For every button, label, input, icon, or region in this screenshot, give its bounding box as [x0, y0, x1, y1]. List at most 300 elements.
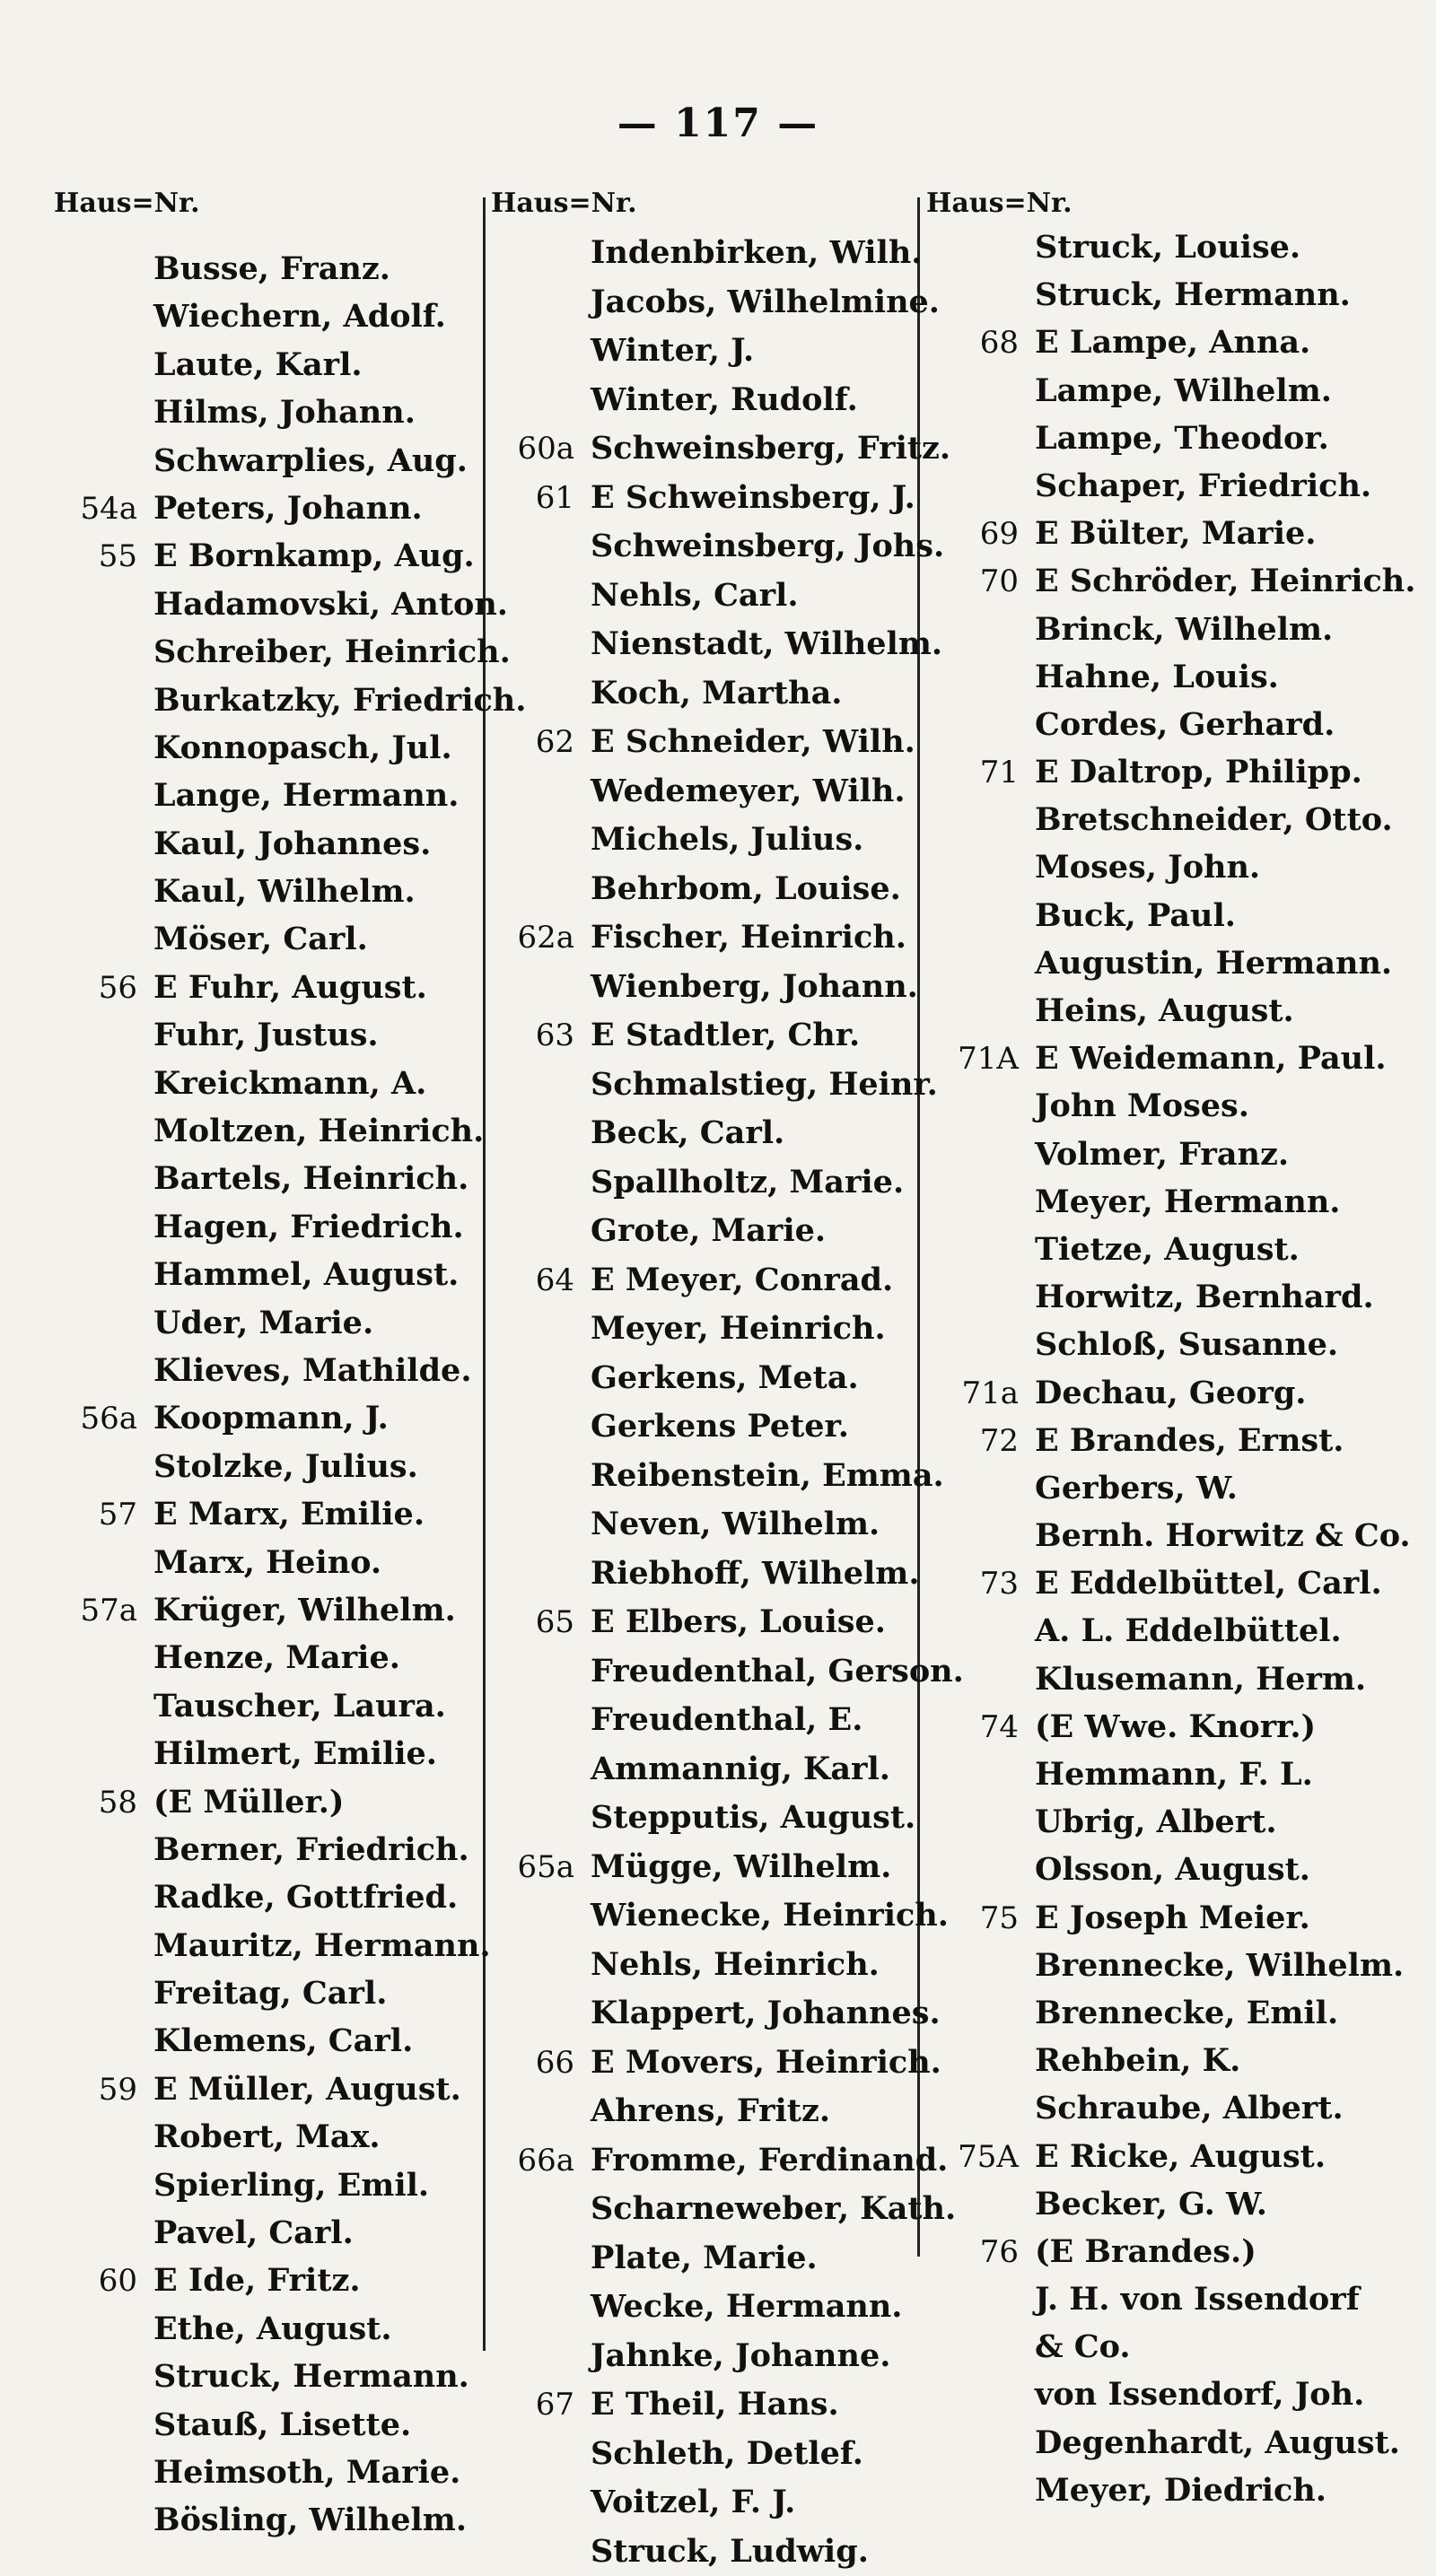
- directory-entry: [489, 229, 920, 278]
- directory-entry: [924, 1559, 1418, 1607]
- resident-name: Augustin, Hermann.: [1035, 945, 1392, 982]
- directory-entry: [924, 2037, 1418, 2084]
- house-number: 75: [924, 1895, 1035, 1943]
- resident-name: E Joseph Meier.: [1035, 1899, 1310, 1936]
- resident-name: Bretschneider, Otto.: [1035, 801, 1393, 838]
- resident-name: Schaper, Friedrich.: [1035, 467, 1371, 504]
- directory-entry: [489, 1696, 920, 1745]
- resident-name: Laute, Karl.: [153, 346, 363, 383]
- directory-entry: [52, 1539, 483, 1586]
- resident-name: Stepputis, August.: [591, 1799, 915, 1836]
- resident-name: Ahrens, Fritz.: [591, 2092, 830, 2129]
- house-number: 71a: [924, 1370, 1035, 1418]
- resident-name: Plate, Marie.: [591, 2240, 818, 2276]
- house-number: 64: [489, 1256, 591, 1305]
- directory-entry: [924, 1178, 1418, 1226]
- directory-entry: [52, 341, 483, 389]
- directory-entry: [52, 1634, 483, 1681]
- directory-entry: [52, 1443, 483, 1490]
- directory-entry: [924, 1035, 1418, 1082]
- resident-name: E Eddelbüttel, Carl.: [1035, 1565, 1382, 1602]
- resident-name: Lampe, Theodor.: [1035, 420, 1329, 457]
- directory-entry: [924, 462, 1418, 510]
- resident-name: Brinck, Wilhelm.: [1035, 611, 1333, 648]
- resident-name: Schloß, Susanne.: [1035, 1326, 1338, 1363]
- resident-name: Struck, Ludwig.: [591, 2533, 869, 2570]
- resident-name: Nehls, Carl.: [591, 577, 799, 614]
- directory-entry: [52, 2017, 483, 2065]
- resident-name: Winter, J.: [591, 332, 754, 369]
- entry-list: [52, 245, 483, 2545]
- resident-name: E Ricke, August.: [1035, 2138, 1326, 2175]
- resident-name: E Müller, August.: [153, 2071, 461, 2108]
- column-header: Haus=Nr.: [54, 184, 483, 223]
- directory-entry: [52, 1011, 483, 1059]
- resident-name: Ethe, August.: [153, 2310, 392, 2347]
- directory-entry: [489, 2332, 920, 2381]
- resident-name: Schleth, Detlef.: [591, 2435, 863, 2472]
- house-number: 63: [489, 1011, 591, 1061]
- directory-entry: [924, 1798, 1418, 1846]
- directory-entry: [489, 1305, 920, 1354]
- resident-name: Jahnke, Johanne.: [591, 2337, 890, 2374]
- resident-name: Fuhr, Justus.: [153, 1017, 379, 1053]
- column-header: Haus=Nr.: [491, 184, 920, 223]
- house-number: 62: [489, 718, 591, 767]
- resident-name: Hilmert, Emilie.: [153, 1735, 437, 1772]
- resident-name: Uder, Marie.: [153, 1305, 373, 1341]
- directory-entry: [924, 1273, 1418, 1321]
- directory-entry: [489, 424, 920, 474]
- resident-name: Busse, Franz.: [153, 250, 390, 287]
- directory-entry: [924, 1989, 1418, 2037]
- directory-entry: [52, 2401, 483, 2449]
- directory-entry: [489, 1598, 920, 1647]
- directory-entry: [924, 1082, 1418, 1130]
- house-number: 56: [52, 965, 153, 1012]
- directory-entry: [52, 1730, 483, 1777]
- resident-name: Riebhoff, Wilhelm.: [591, 1555, 920, 1592]
- directory-entry: [924, 2275, 1418, 2323]
- directory-entry: [489, 1941, 920, 1990]
- directory-entry: [489, 1452, 920, 1501]
- directory-entry: [924, 2419, 1418, 2467]
- directory-entry: [489, 1989, 920, 2039]
- directory-entry: [52, 1922, 483, 1969]
- directory-entry: [924, 987, 1418, 1035]
- house-number: 71: [924, 749, 1035, 797]
- house-number: 70: [924, 558, 1035, 606]
- house-number: 60: [52, 2257, 153, 2305]
- resident-name: Koch, Martha.: [591, 675, 842, 712]
- directory-entry: [924, 2084, 1418, 2132]
- directory-entry: [52, 437, 483, 485]
- resident-name: E Marx, Emilie.: [153, 1496, 425, 1533]
- directory-entry: [489, 1745, 920, 1794]
- resident-name: von Issendorf, Joh.: [1035, 2376, 1364, 2413]
- resident-name: Schweinsberg, Johs.: [591, 528, 944, 564]
- directory-entry: [52, 1203, 483, 1251]
- directory-entry: [924, 606, 1418, 653]
- directory-entry: [52, 724, 483, 772]
- directory-entry: [52, 868, 483, 915]
- resident-name: E Stadtler, Chr.: [591, 1017, 860, 1053]
- directory-entry: [489, 327, 920, 376]
- directory-entry: [489, 1256, 920, 1305]
- house-number: 66a: [489, 2136, 591, 2186]
- resident-name: Olsson, August.: [1035, 1851, 1310, 1888]
- directory-entry: [489, 1207, 920, 1256]
- directory-entry: [924, 367, 1418, 415]
- house-number: 72: [924, 1418, 1035, 1465]
- directory-entry: [489, 2185, 920, 2234]
- resident-name: Winter, Rudolf.: [591, 381, 858, 418]
- resident-name: Freudenthal, Gerson.: [591, 1653, 964, 1690]
- directory-entry: [489, 1500, 920, 1550]
- resident-name: Schreiber, Heinrich.: [153, 633, 511, 670]
- directory-column-3: [924, 184, 1418, 2514]
- resident-name: Beck, Carl.: [591, 1114, 784, 1151]
- resident-name: Scharneweber, Kath.: [591, 2190, 956, 2227]
- resident-name: Pavel, Carl.: [153, 2214, 354, 2251]
- resident-name: Meyer, Hermann.: [1035, 1183, 1340, 1220]
- house-number: 54a: [52, 485, 153, 533]
- house-number: 56a: [52, 1395, 153, 1443]
- directory-entry: [924, 1512, 1418, 1559]
- resident-name: Möser, Carl.: [153, 921, 368, 957]
- resident-name: Meyer, Diedrich.: [1035, 2472, 1327, 2509]
- house-number: 73: [924, 1560, 1035, 1608]
- resident-name: (E Wwe. Knorr.): [1035, 1708, 1316, 1745]
- resident-name: J. H. von Issendorf: [1035, 2281, 1360, 2318]
- house-number: 75A: [924, 2134, 1035, 2181]
- resident-name: E Schröder, Heinrich.: [1035, 563, 1415, 599]
- directory-entry: [924, 2228, 1418, 2275]
- resident-name: Robert, Max.: [153, 2118, 381, 2155]
- directory-entry: [52, 1682, 483, 1730]
- directory-entry: [924, 748, 1418, 796]
- directory-entry: [924, 2371, 1418, 2418]
- resident-name: E Schweinsberg, J.: [591, 479, 915, 516]
- directory-entry: [52, 2209, 483, 2257]
- resident-name: Nienstadt, Wilhelm.: [591, 625, 942, 662]
- resident-name: Krüger, Wilhelm.: [153, 1592, 456, 1629]
- directory-entry: [924, 843, 1418, 891]
- house-number: 65a: [489, 1843, 591, 1892]
- directory-entry: [924, 1226, 1418, 1273]
- house-number: 69: [924, 511, 1035, 558]
- directory-entry: [489, 2234, 920, 2283]
- resident-name: Buck, Paul.: [1035, 897, 1236, 934]
- house-number: 59: [52, 2066, 153, 2114]
- directory-entry: [489, 1891, 920, 1941]
- resident-name: Lange, Hermann.: [153, 777, 459, 814]
- resident-name: Brennecke, Emil.: [1035, 1995, 1338, 2031]
- resident-name: Struck, Hermann.: [1035, 276, 1351, 313]
- directory-entry: [52, 1394, 483, 1442]
- directory-entry: [924, 271, 1418, 319]
- resident-name: & Co.: [1035, 2328, 1131, 2365]
- directory-entry: [924, 319, 1418, 366]
- house-number: 55: [52, 533, 153, 581]
- resident-name: Meyer, Heinrich.: [591, 1310, 886, 1347]
- directory-entry: [52, 1299, 483, 1347]
- directory-entry: [924, 1942, 1418, 1989]
- directory-entry: [52, 964, 483, 1011]
- directory-entry: [52, 1586, 483, 1634]
- directory-entry: [52, 915, 483, 963]
- resident-name: Burkatzky, Friedrich.: [153, 682, 526, 719]
- resident-name: Konnopasch, Jul.: [153, 729, 452, 766]
- directory-entry: [924, 557, 1418, 605]
- resident-name: Dechau, Georg.: [1035, 1375, 1306, 1411]
- directory-entry: [52, 1873, 483, 1921]
- directory-entry: [52, 389, 483, 436]
- resident-name: E Ide, Fritz.: [153, 2262, 361, 2299]
- directory-entry: [489, 522, 920, 572]
- directory-entry: [52, 581, 483, 628]
- resident-name: Cordes, Gerhard.: [1035, 706, 1335, 743]
- resident-name: E Lampe, Anna.: [1035, 324, 1310, 361]
- resident-name: E Theil, Hans.: [591, 2386, 839, 2423]
- resident-name: Kaul, Johannes.: [153, 825, 431, 862]
- resident-name: Rehbein, K.: [1035, 2042, 1240, 2079]
- house-number: 68: [924, 319, 1035, 367]
- resident-name: E Schneider, Wilh.: [591, 723, 915, 760]
- column-header: Haus=Nr.: [926, 184, 1418, 223]
- resident-name: Henze, Marie.: [153, 1639, 400, 1676]
- directory-entry: [489, 767, 920, 816]
- directory-entry: [489, 572, 920, 621]
- directory-entry: [52, 1060, 483, 1107]
- house-number: 57a: [52, 1587, 153, 1635]
- resident-name: Volmer, Franz.: [1035, 1136, 1289, 1173]
- directory-entry: [924, 1751, 1418, 1798]
- directory-entry: [52, 1347, 483, 1394]
- directory-entry: [924, 1607, 1418, 1655]
- directory-entry: [489, 1011, 920, 1061]
- directory-entry: [924, 2467, 1418, 2514]
- resident-name: Neven, Wilhelm.: [591, 1506, 880, 1542]
- house-number: 65: [489, 1598, 591, 1647]
- resident-name: E Meyer, Conrad.: [591, 1262, 893, 1298]
- directory-entry: [52, 772, 483, 819]
- resident-name: Heimsoth, Marie.: [153, 2454, 460, 2491]
- directory-entry: [489, 669, 920, 719]
- resident-name: Wedemeyer, Wilh.: [591, 773, 906, 809]
- house-number: 61: [489, 474, 591, 523]
- resident-name: Peters, Johann.: [153, 490, 423, 527]
- directory-entry: [52, 2113, 483, 2161]
- resident-name: Spallholtz, Marie.: [591, 1164, 904, 1201]
- resident-name: Spierling, Emil.: [153, 2167, 429, 2204]
- directory-entry: [52, 1969, 483, 2017]
- resident-name: Bösling, Wilhelm.: [153, 2502, 467, 2538]
- directory-entry: [924, 510, 1418, 557]
- resident-name: Mügge, Wilhelm.: [591, 1848, 891, 1885]
- resident-name: Michels, Julius.: [591, 821, 863, 858]
- directory-entry: [52, 2353, 483, 2400]
- directory-entry: [924, 892, 1418, 939]
- directory-entry: [52, 1826, 483, 1873]
- resident-name: Gerkens Peter.: [591, 1408, 849, 1445]
- house-number: 71A: [924, 1035, 1035, 1083]
- resident-name: Nehls, Heinrich.: [591, 1946, 880, 1983]
- directory-entry: [489, 278, 920, 327]
- resident-name: Hagen, Friedrich.: [153, 1209, 464, 1245]
- directory-entry: [52, 2257, 483, 2304]
- resident-name: Struck, Hermann.: [153, 2358, 469, 2395]
- resident-name: Wienecke, Heinrich.: [591, 1897, 949, 1934]
- directory-entry: [924, 653, 1418, 701]
- page-number: — 117 —: [0, 100, 1436, 146]
- resident-name: Kreickmann, A.: [153, 1065, 426, 1102]
- directory-entry: [52, 532, 483, 580]
- house-number: 66: [489, 2039, 591, 2088]
- resident-name: Jacobs, Wilhelmine.: [591, 284, 940, 320]
- directory-entry: [489, 376, 920, 425]
- resident-name: Indenbirken, Wilh.: [591, 234, 922, 271]
- directory-entry: [924, 796, 1418, 843]
- resident-name: Wiechern, Adolf.: [153, 298, 446, 335]
- resident-name: A. L. Eddelbüttel.: [1035, 1612, 1342, 1649]
- resident-name: Freudenthal, E.: [591, 1701, 862, 1738]
- directory-entry: [489, 2528, 920, 2576]
- house-number: 57: [52, 1491, 153, 1539]
- resident-name: Hemmann, F. L.: [1035, 1756, 1313, 1793]
- directory-entry: [52, 2449, 483, 2496]
- resident-name: Voitzel, F. J.: [591, 2484, 795, 2520]
- resident-name: Schmalstieg, Heinr.: [591, 1066, 938, 1103]
- resident-name: Moltzen, Heinrich.: [153, 1113, 484, 1149]
- house-number: 62a: [489, 913, 591, 963]
- resident-name: Becker, G. W.: [1035, 2186, 1267, 2222]
- directory-entry: [924, 2133, 1418, 2180]
- resident-name: Hahne, Louis.: [1035, 659, 1279, 695]
- directory-entry: [489, 1158, 920, 1208]
- directory-entry: [924, 1846, 1418, 1893]
- directory-entry: [489, 1354, 920, 1403]
- directory-entry: [924, 415, 1418, 462]
- resident-name: Heins, August.: [1035, 992, 1294, 1029]
- directory-entry: [52, 1155, 483, 1202]
- resident-name: Ammannig, Karl.: [591, 1751, 890, 1787]
- directory-entry: [924, 1369, 1418, 1417]
- directory-entry: [924, 939, 1418, 987]
- directory-entry: [924, 2180, 1418, 2228]
- directory-entry: [489, 2380, 920, 2430]
- directory-entry: [924, 1321, 1418, 1368]
- directory-entry: [52, 1107, 483, 1155]
- resident-name: (E Müller.): [153, 1784, 344, 1821]
- resident-name: E Daltrop, Philipp.: [1035, 754, 1362, 790]
- directory-entry: [924, 2323, 1418, 2371]
- resident-name: Horwitz, Bernhard.: [1035, 1279, 1374, 1315]
- directory-entry: [52, 2161, 483, 2209]
- resident-name: Fromme, Ferdinand.: [591, 2142, 948, 2179]
- resident-name: Radke, Gottfried.: [153, 1879, 458, 1916]
- directory-entry: [489, 2136, 920, 2186]
- resident-name: Bernh. Horwitz & Co.: [1035, 1517, 1411, 1554]
- resident-name: Mauritz, Hermann.: [153, 1927, 491, 1964]
- directory-column-2: [489, 184, 920, 2576]
- resident-name: Berner, Friedrich.: [153, 1831, 469, 1868]
- directory-entry: [489, 1402, 920, 1452]
- directory-entry: [52, 820, 483, 868]
- resident-name: Hammel, August.: [153, 1256, 459, 1293]
- resident-name: Behrbom, Louise.: [591, 870, 901, 907]
- directory-entry: [489, 474, 920, 523]
- resident-name: Struck, Louise.: [1035, 229, 1300, 266]
- directory-entry: [52, 1251, 483, 1298]
- resident-name: Klappert, Johannes.: [591, 1995, 941, 2031]
- resident-name: Hilms, Johann.: [153, 394, 416, 431]
- directory-entry: [924, 1464, 1418, 1512]
- directory-column-1: [52, 184, 483, 2545]
- resident-name: Brennecke, Wilhelm.: [1035, 1947, 1404, 1984]
- directory-entry: [489, 1109, 920, 1158]
- resident-name: Schraube, Albert.: [1035, 2090, 1344, 2126]
- resident-name: Schwarplies, Aug.: [153, 442, 468, 479]
- resident-name: Klemens, Carl.: [153, 2022, 413, 2059]
- directory-entry: [924, 1131, 1418, 1178]
- resident-name: Marx, Heino.: [153, 1544, 381, 1581]
- directory-entry: [489, 718, 920, 767]
- directory-entry: [924, 1894, 1418, 1942]
- directory-entry: [489, 913, 920, 963]
- directory-entry: [489, 865, 920, 914]
- directory-entry: [489, 1794, 920, 1843]
- house-number: 67: [489, 2380, 591, 2430]
- house-number: 58: [52, 1779, 153, 1827]
- resident-name: Schweinsberg, Fritz.: [591, 430, 950, 467]
- directory-entry: [489, 2283, 920, 2332]
- resident-name: Reibenstein, Emma.: [591, 1457, 944, 1494]
- directory-entry: [52, 1490, 483, 1538]
- resident-name: Gerkens, Meta.: [591, 1359, 859, 1396]
- column-divider: [483, 197, 486, 2351]
- resident-name: E Fuhr, August.: [153, 969, 427, 1006]
- resident-name: Stolzke, Julius.: [153, 1448, 418, 1485]
- directory-entry: [52, 2305, 483, 2353]
- resident-name: E Elbers, Louise.: [591, 1603, 886, 1640]
- directory-entry: [52, 245, 483, 293]
- directory-entry: [489, 1550, 920, 1599]
- resident-name: (E Brandes.): [1035, 2233, 1256, 2270]
- resident-name: E Movers, Heinrich.: [591, 2044, 941, 2081]
- resident-name: Wecke, Hermann.: [591, 2288, 903, 2325]
- directory-entry: [489, 2478, 920, 2528]
- resident-name: Fischer, Heinrich.: [591, 919, 906, 956]
- directory-entry: [924, 1703, 1418, 1751]
- resident-name: Moses, John.: [1035, 849, 1260, 886]
- directory-entry: [489, 2087, 920, 2136]
- resident-name: Bartels, Heinrich.: [153, 1160, 468, 1197]
- resident-name: Tauscher, Laura.: [153, 1688, 446, 1725]
- resident-name: Hadamovski, Anton.: [153, 586, 508, 623]
- directory-entry: [52, 1778, 483, 1826]
- directory-entry: [52, 485, 483, 532]
- resident-name: Stauß, Lisette.: [153, 2406, 411, 2443]
- entry-list: [489, 229, 920, 2576]
- directory-entry: [489, 1843, 920, 1892]
- resident-name: Grote, Marie.: [591, 1212, 826, 1249]
- house-number: 60a: [489, 424, 591, 474]
- resident-name: Gerbers, W.: [1035, 1470, 1238, 1506]
- directory-entry: [489, 1061, 920, 1110]
- resident-name: Kaul, Wilhelm.: [153, 873, 416, 910]
- resident-name: E Brandes, Ernst.: [1035, 1422, 1344, 1459]
